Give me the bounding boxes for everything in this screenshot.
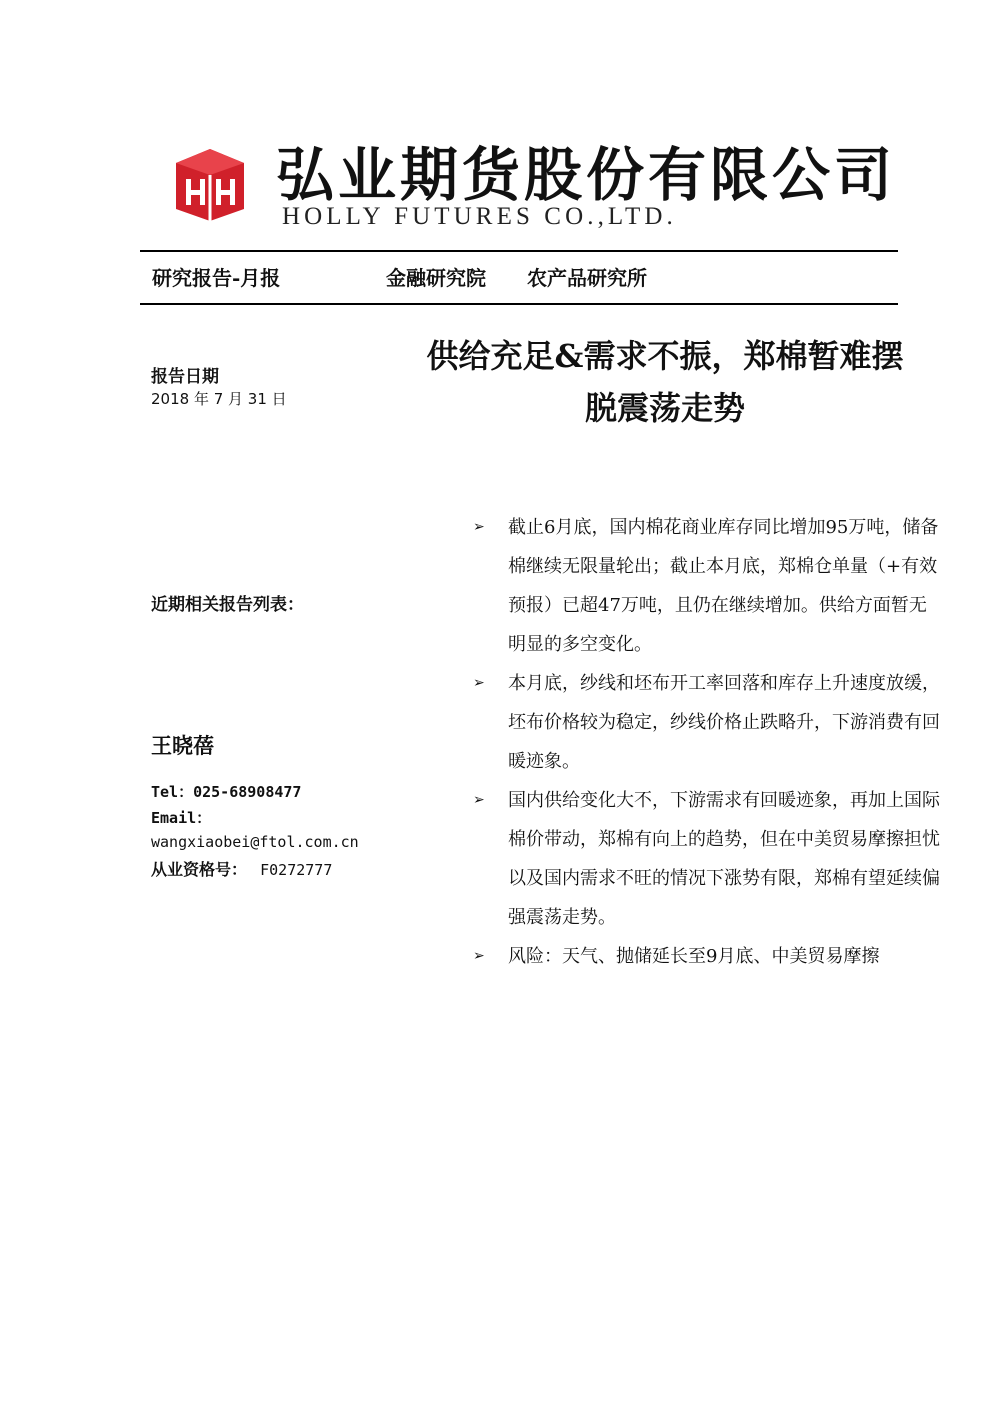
arrow-right-icon: ➢ — [473, 792, 485, 808]
report-type: 研究报告-月报 — [152, 266, 281, 290]
summary-bullets — [470, 508, 940, 976]
bullet-text: 风险：天气、抛储延长至9月底、中美贸易摩擦 — [508, 946, 880, 967]
top-rule — [140, 250, 898, 252]
report-date-value: 2018 年 7 月 31 日 — [151, 390, 287, 408]
author-name: 王晓蓓 — [151, 733, 214, 758]
bullet-text: 国内供给变化大不，下游需求有回暖迹象，再加上国际棉价带动，郑棉有向上的趋势，但在中美贸易摩擦担忧以及国内需求不旺的情况下涨势有限，郑棉有望延续偏强震荡走势。 — [508, 790, 940, 928]
summary-bullet — [470, 937, 940, 976]
summary-bullet — [470, 781, 940, 937]
author-email[interactable]: wangxiaobei@ftol.com.cn — [151, 833, 359, 851]
license-label: 从业资格号： — [151, 860, 248, 879]
arrow-right-icon: ➢ — [473, 948, 485, 964]
report-title-line2: 脱震荡走势 — [584, 389, 745, 427]
arrow-right-icon: ➢ — [473, 519, 485, 535]
report-date-label: 报告日期 — [151, 367, 219, 387]
author-license — [151, 857, 332, 880]
license-number: F0272777 — [260, 861, 333, 879]
report-title — [380, 330, 950, 434]
arrow-right-icon: ➢ — [473, 675, 485, 691]
summary-bullet — [470, 508, 940, 664]
author-tel: Tel：025-68908477 — [151, 783, 302, 801]
summary-bullet — [470, 664, 940, 781]
bottom-rule — [140, 303, 898, 305]
author-email-label: Email： — [151, 809, 212, 827]
company-name-en: HOLLY FUTURES CO.,LTD. — [282, 203, 677, 230]
department-name: 农产品研究所 — [527, 266, 647, 290]
related-reports-label: 近期相关报告列表： — [151, 595, 304, 615]
bullet-text: 本月底，纱线和坯布开工率回落和库存上升速度放缓，坯布价格较为稳定，纱线价格止跌略升，下游消费有回暖迹象。 — [508, 673, 940, 772]
institute-name: 金融研究院 — [386, 266, 486, 290]
company-name-cn: 弘业期货股份有限公司 — [276, 141, 897, 209]
report-title-line1: 供给充足&需求不振，郑棉暂难摆 — [426, 337, 904, 375]
bullet-text: 截止6月底，国内棉花商业库存同比增加95万吨，储备棉继续无限量轮出；截止本月底，郑棉仓单量（+有效预报）已超47万吨，且仍在继续增加。供给方面暂无明显的多空变化。 — [508, 517, 939, 655]
company-logo-icon — [170, 143, 250, 223]
